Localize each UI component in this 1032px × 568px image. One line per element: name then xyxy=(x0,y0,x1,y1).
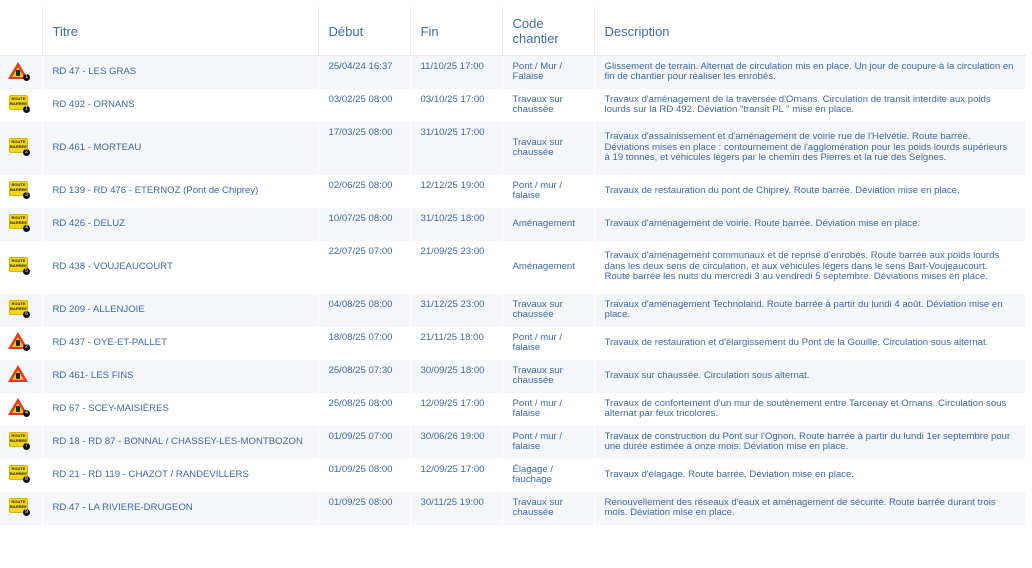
table-row[interactable] xyxy=(0,89,1025,122)
row-end: 03/10/25 17:00 xyxy=(410,89,502,122)
row-description: Travaux d'élagage. Route barrée. Déviation mise en place. xyxy=(594,459,1025,492)
roadwork-icon xyxy=(8,61,30,81)
worker-icon xyxy=(16,406,20,412)
row-end: 21/09/25 23:00 xyxy=(410,241,502,294)
row-title[interactable]: RD 437 - OYE-ET-PALLET xyxy=(42,327,318,360)
row-code: Travaux sur chaussée xyxy=(502,89,594,122)
route-barree-icon xyxy=(8,298,30,318)
route-barree-sign-icon: ROUTE BARREE xyxy=(9,465,28,480)
table-body xyxy=(0,56,1025,525)
route-barree-sign-icon: ROUTE BARREE xyxy=(9,257,28,272)
row-description: Travaux d'aménagement communaux et de reprise d'enrobés. Route barrée aux poids lourds dans les deux sens de circulation, et aux véhicules légers dans le sens Bart-Voujeaucourt. Route barrée les nuits du mercredi 3 au vendredi 5 septembre. Déviations mises en place. xyxy=(594,241,1025,294)
badge-number: 2 xyxy=(23,344,30,351)
row-end: 31/10/25 17:00 xyxy=(410,122,502,175)
row-start: 01/09/25 08:00 xyxy=(318,459,410,492)
route-barree-icon xyxy=(8,255,30,275)
route-barree-sign-icon: ROUTE BARREE xyxy=(9,498,28,513)
row-end: 31/10/25 18:00 xyxy=(410,208,502,241)
row-description: Glissement de terrain. Alternat de circulation mis en place. Un jour de coupure à la circulation en fin de chantier pour réaliser les enrobés. xyxy=(594,56,1025,89)
badge-number: 5 xyxy=(23,268,30,275)
row-start: 01/09/25 07:00 xyxy=(318,426,410,459)
route-barree-icon xyxy=(8,136,30,156)
row-icon-cell xyxy=(0,426,42,459)
row-description: Renouvellement des réseaux d'eaux et aménagement de sécurité. Route barrée durant trois mois. Déviation mise en place. xyxy=(594,492,1025,525)
row-end: 12/09/25 17:00 xyxy=(410,393,502,426)
badge-number: 1 xyxy=(23,74,30,81)
row-start: 25/04/24 16:37 xyxy=(318,56,410,89)
row-icon-cell xyxy=(0,89,42,122)
row-title[interactable]: RD 438 - VOUJEAUCOURT xyxy=(42,241,318,294)
badge-number: 1 xyxy=(23,106,30,113)
row-code: Travaux sur chaussée xyxy=(502,294,594,327)
column-header-start[interactable]: Début xyxy=(318,7,410,56)
column-header-code[interactable]: Code chantier xyxy=(502,7,594,56)
badge-number: 9 xyxy=(23,509,30,516)
row-description: Travaux de restauration du pont de Chiprey. Route barrée. Déviation mise en place. xyxy=(594,175,1025,208)
row-icon-cell xyxy=(0,294,42,327)
row-start: 18/08/25 07:00 xyxy=(318,327,410,360)
route-barree-icon xyxy=(8,463,30,483)
column-header-icon xyxy=(0,7,42,56)
row-title[interactable]: RD 461- LES FINS xyxy=(42,360,318,393)
row-description: Travaux d'aménagement de la traversée d'Ornans. Circulation de transit interdite aux poids lourds sur la RD 492. Déviation "transit PL " mise en place. xyxy=(594,89,1025,122)
row-description: Travaux de restauration et d'élargissement du Pont de la Gouille. Circulation sous alternat. xyxy=(594,327,1025,360)
row-code: Pont / mur / falaise xyxy=(502,393,594,426)
row-code: Pont / mur / falaise xyxy=(502,327,594,360)
table-row[interactable] xyxy=(0,208,1025,241)
row-start: 22/07/25 07:00 xyxy=(318,241,410,294)
row-end: 21/11/25 18:00 xyxy=(410,327,502,360)
row-start: 25/08/25 07:30 xyxy=(318,360,410,393)
row-description: Travaux de confortement d'un mur de soutènement entre Tarcenay et Ornans. Circulation sous alternat par feux tricolores. xyxy=(594,393,1025,426)
roadwork-icon xyxy=(8,364,30,384)
row-start: 04/08/25 08:00 xyxy=(318,294,410,327)
row-start: 01/09/25 08:00 xyxy=(318,492,410,525)
roadworks-table xyxy=(0,7,1026,525)
row-title[interactable]: RD 426 - DELUZ xyxy=(42,208,318,241)
row-title[interactable]: RD 67 - SCEY-MAISIÈRES xyxy=(42,393,318,426)
badge-number: 6 xyxy=(23,311,30,318)
row-icon-cell xyxy=(0,327,42,360)
column-header-end[interactable]: Fin xyxy=(410,7,502,56)
route-barree-icon xyxy=(8,430,30,450)
route-barree-sign-icon: ROUTE BARREE xyxy=(9,181,28,196)
column-header-description[interactable]: Description xyxy=(594,7,1025,56)
route-barree-sign-icon: ROUTE BARREE xyxy=(9,138,28,153)
row-code: Pont / Mur / Falaise xyxy=(502,56,594,89)
row-end: 30/11/25 19:00 xyxy=(410,492,502,525)
row-end: 12/09/25 17:00 xyxy=(410,459,502,492)
worker-icon xyxy=(16,70,20,76)
row-description: Travaux d'assainissement et d'aménagement de voirie rue de l'Helvétie. Route barrée. Déviations mises en place : contournement de l'agglomération pour les poids lourds supérieurs à 19 tonnes, et véhicules légers par le chemin des Pierres et la rue des Seignes. xyxy=(594,122,1025,175)
route-barree-sign-icon: ROUTE BARREE xyxy=(9,300,28,315)
row-start: 10/07/25 08:00 xyxy=(318,208,410,241)
table-row[interactable] xyxy=(0,56,1025,89)
row-code: Pont / mur / falaise xyxy=(502,175,594,208)
route-barree-icon xyxy=(8,93,30,113)
worker-icon xyxy=(16,373,20,379)
worker-icon xyxy=(16,340,20,346)
row-end: 31/12/25 23:00 xyxy=(410,294,502,327)
badge-number: 8 xyxy=(23,476,30,483)
row-icon-cell xyxy=(0,492,42,525)
row-description: Travaux sur chaussée. Circulation sous alternat. xyxy=(594,360,1025,393)
table-row[interactable] xyxy=(0,492,1025,525)
row-description: Travaux de construction du Pont sur l'Ognon. Route barrée à partir du lundi 1er septembre pour une durée estimée à onze mois. Déviation mise en place. xyxy=(594,426,1025,459)
row-title[interactable]: RD 47 - LA RIVIERE-DRUGEON xyxy=(42,492,318,525)
table-row[interactable] xyxy=(0,426,1025,459)
route-barree-icon xyxy=(8,212,30,232)
row-icon-cell xyxy=(0,241,42,294)
row-title[interactable]: RD 209 - ALLENJOIE xyxy=(42,294,318,327)
row-title[interactable]: RD 47 - LES GRAS xyxy=(42,56,318,89)
row-title[interactable]: RD 139 - RD 476 - ETERNOZ (Pont de Chiprey) xyxy=(42,175,318,208)
table-row[interactable] xyxy=(0,459,1025,492)
row-icon-cell xyxy=(0,360,42,393)
row-code: Aménagement xyxy=(502,208,594,241)
row-title[interactable]: RD 461 - MORTEAU xyxy=(42,122,318,175)
row-end: 30/09/25 18:00 xyxy=(410,360,502,393)
badge-number: 7 xyxy=(23,443,30,450)
row-icon-cell xyxy=(0,208,42,241)
table-row[interactable] xyxy=(0,241,1025,294)
row-title[interactable]: RD 492 - ORNANS xyxy=(42,89,318,122)
row-end: 30/06/26 19:00 xyxy=(410,426,502,459)
row-code: Aménagement xyxy=(502,241,594,294)
route-barree-sign-icon: ROUTE BARREE xyxy=(9,95,28,110)
row-code: Travaux sur chaussée xyxy=(502,360,594,393)
badge-number: 4 xyxy=(23,225,30,232)
row-end: 12/12/25 19:00 xyxy=(410,175,502,208)
table-row[interactable] xyxy=(0,327,1025,360)
table-row[interactable] xyxy=(0,122,1025,175)
row-icon-cell xyxy=(0,175,42,208)
route-barree-sign-icon: ROUTE BARREE xyxy=(9,432,28,447)
row-title[interactable]: RD 18 - RD 87 - BONNAL / CHASSEY-LES-MONTBOZON xyxy=(42,426,318,459)
table-row[interactable] xyxy=(0,393,1025,426)
badge-number: 3 xyxy=(23,192,30,199)
row-code: Travaux sur chaussée xyxy=(502,492,594,525)
table-row[interactable] xyxy=(0,294,1025,327)
row-start: 17/03/25 08:00 xyxy=(318,122,410,175)
row-title[interactable]: RD 21 - RD 119 - CHAZOT / RANDEVILLERS xyxy=(42,459,318,492)
row-icon-cell xyxy=(0,393,42,426)
table-row[interactable] xyxy=(0,175,1025,208)
row-description: Travaux d'aménagement de voirie. Route barrée. Déviation mise en place. xyxy=(594,208,1025,241)
row-code: Élagage / fauchage xyxy=(502,459,594,492)
row-start: 25/08/25 08:00 xyxy=(318,393,410,426)
row-end: 11/10/25 17:00 xyxy=(410,56,502,89)
roadwork-icon xyxy=(8,397,30,417)
route-barree-sign-icon: ROUTE BARREE xyxy=(9,214,28,229)
row-icon-cell xyxy=(0,459,42,492)
badge-number: 2 xyxy=(23,149,30,156)
row-start: 02/06/25 08:00 xyxy=(318,175,410,208)
row-code: Pont / mur / falaise xyxy=(502,426,594,459)
row-description: Travaux d'aménagement Technoland. Route barrée à partir du lundi 4 août. Déviation mise en place. xyxy=(594,294,1025,327)
route-barree-icon xyxy=(8,496,30,516)
roadwork-icon xyxy=(8,331,30,351)
row-start: 03/02/25 08:00 xyxy=(318,89,410,122)
column-header-title[interactable]: Titre xyxy=(42,7,318,56)
row-icon-cell xyxy=(0,122,42,175)
table-header-row xyxy=(0,7,1025,56)
route-barree-icon xyxy=(8,179,30,199)
badge-number: 4 xyxy=(23,410,30,417)
table-row[interactable] xyxy=(0,360,1025,393)
row-code: Travaux sur chaussée xyxy=(502,122,594,175)
row-icon-cell xyxy=(0,56,42,89)
